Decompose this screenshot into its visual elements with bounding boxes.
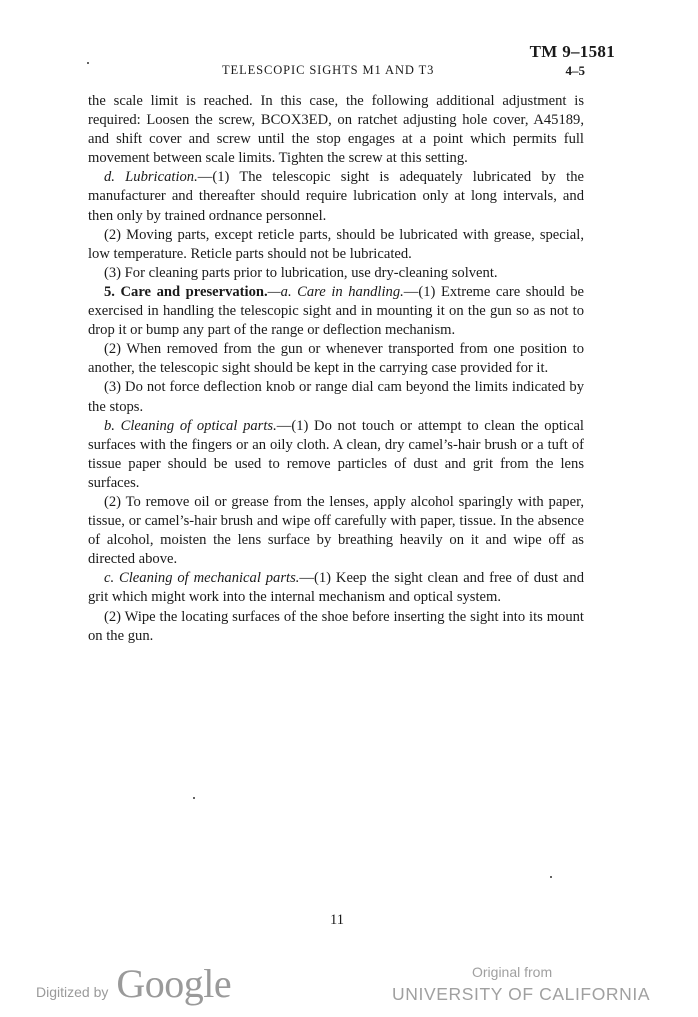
digitized-by-google bbox=[36, 960, 231, 1007]
institution-name: UNIVERSITY OF CALIFORNIA bbox=[392, 984, 651, 1004]
speck-mark bbox=[87, 62, 89, 64]
speck-mark bbox=[550, 876, 552, 878]
paragraph: (3) For cleaning parts prior to lubrication, use dry-cleaning solvent. bbox=[104, 264, 498, 281]
paragraph: (2) When removed from the gun or whenever transported from one position to another, the telescopic sight should be kept in the carrying case provided for it. bbox=[88, 341, 584, 377]
paragraph-text: —(1) The telescopic sight is adequately lubricated by the manufacturer and thereafter should require lubrication only at long intervals, and then only by trained ordnance personnel. bbox=[88, 169, 584, 224]
paragraph-optical-parts bbox=[88, 417, 584, 493]
paragraph: (2) Wipe the locating surfaces of the shoe before inserting the sight into its mount on the gun. bbox=[88, 608, 584, 644]
paragraph-text: —(1) Do not touch or attempt to clean the optical surfaces with the fingers or an oily cloth. A clean, dry camel’s-hair brush or a tuft of tissue paper should be used to remove particles of dust and grit from the lens surfaces. bbox=[88, 417, 584, 491]
page-number: 11 bbox=[330, 912, 344, 928]
google-logo: Google bbox=[116, 961, 232, 1006]
subhead: b. Cleaning of optical parts. bbox=[104, 417, 277, 434]
speck-mark bbox=[193, 797, 195, 799]
paragraph: (2) To remove oil or grease from the lenses, apply alcohol sparingly with paper, tissue, or camel’s-hair brush and wipe off carefully with paper, tissue. In the absence of alcohol, moisten the lens surface by breathing heavily on it and wipe off as directed above. bbox=[88, 493, 584, 568]
paragraph-lubrication bbox=[88, 168, 584, 225]
body-text bbox=[88, 92, 584, 646]
paragraph: (3) Do not force deflection knob or range dial cam beyond the limits indicated by the stops. bbox=[88, 379, 584, 415]
paragraph-mechanical-parts bbox=[88, 569, 584, 607]
paragraph-care-preservation bbox=[88, 283, 584, 340]
tm-number: TM 9–1581 bbox=[529, 42, 615, 61]
section-heading: 5. Care and preservation. bbox=[104, 283, 268, 300]
paragraph: the scale limit is reached. In this case, the following additional adjustment is required: Loosen the screw, BCOX3ED, on ratchet adjusting hole cover, A45189, and shift cover and screw until the stop engages at a point which permits full movement between scale limits. Tighten the screw at this setting. bbox=[88, 93, 584, 167]
original-from-label: Original from bbox=[472, 964, 553, 980]
subhead: d. Lubrication. bbox=[104, 169, 198, 186]
paragraph-text: —(1) Extreme care should be exercised in handling the telescopic sight and in mounting it on the gun so as not to drop it or bump any part of the range or deflection mechanism. bbox=[88, 283, 585, 339]
paragraph: (2) Moving parts, except reticle parts, should be lubricated with grease, special, low temperature. Reticle parts should not be lubricated. bbox=[88, 226, 584, 262]
section-reference: 4–5 bbox=[565, 63, 585, 78]
subhead: c. Cleaning of mechanical parts. bbox=[104, 570, 300, 587]
paragraph-text: —(1) Keep the sight clean and free of dust and grit which might work into the internal mechanism and optical system. bbox=[88, 570, 584, 606]
running-title: TELESCOPIC SIGHTS M1 AND T3 bbox=[222, 63, 435, 77]
subhead: —a. Care in handling. bbox=[267, 283, 404, 300]
digitized-by-label: Digitized by bbox=[36, 984, 109, 1000]
